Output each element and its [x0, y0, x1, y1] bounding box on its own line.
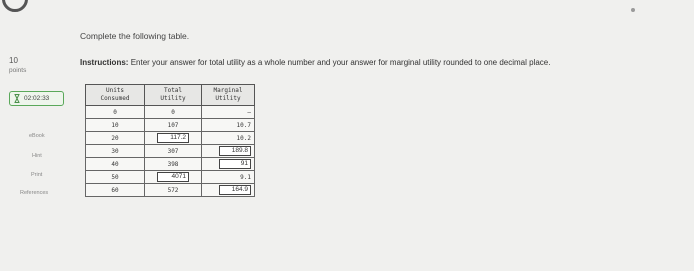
total-cell: 307 [145, 145, 202, 158]
total-cell [145, 171, 202, 184]
points-value: 10 [9, 56, 18, 65]
marginal-cell: – [202, 106, 255, 119]
total-cell: 107 [145, 119, 202, 132]
instructions [80, 58, 550, 67]
marginal-cell [202, 145, 255, 158]
table-row [86, 145, 255, 158]
marginal-cell: 9.1 [202, 171, 255, 184]
total-cell [145, 132, 202, 145]
units-cell: 50 [86, 171, 145, 184]
table-header-row [86, 85, 255, 106]
units-cell: 20 [86, 132, 145, 145]
marginal-cell: 10.7 [202, 119, 255, 132]
question-number-badge [2, 0, 28, 12]
total-cell: 0 [145, 106, 202, 119]
table-row [86, 119, 255, 132]
units-cell: 60 [86, 184, 145, 197]
header-total: Total Utility [145, 85, 202, 106]
units-cell: 40 [86, 158, 145, 171]
total-utility-input[interactable]: 4071 [157, 172, 189, 182]
timer-text: 02:02:33 [24, 95, 50, 102]
total-cell: 398 [145, 158, 202, 171]
total-cell: 572 [145, 184, 202, 197]
units-cell: 0 [86, 106, 145, 119]
table-row [86, 132, 255, 145]
table-row [86, 106, 255, 119]
question-prompt: Complete the following table. [80, 31, 190, 41]
references-link[interactable]: References [20, 190, 49, 196]
status-dot [631, 8, 635, 12]
print-link[interactable]: Print [31, 172, 43, 178]
marginal-cell [202, 158, 255, 171]
instructions-text: Enter your answer for total utility as a whole number and your answer for marginal utility rounded to one decimal place. [130, 58, 551, 67]
header-marginal: Marginal Utility [202, 85, 255, 106]
marginal-utility-input[interactable]: 91 [219, 159, 251, 169]
marginal-cell: 10.2 [202, 132, 255, 145]
total-utility-input[interactable]: 117.2 [157, 133, 189, 143]
hint-link[interactable]: Hint [32, 153, 42, 159]
table-row [86, 171, 255, 184]
units-cell: 10 [86, 119, 145, 132]
points-label: points [9, 67, 27, 74]
header-units: Units Consumed [86, 85, 145, 106]
marginal-utility-input[interactable]: 189.8 [219, 146, 251, 156]
table-row [86, 184, 255, 197]
units-cell: 30 [86, 145, 145, 158]
marginal-cell [202, 184, 255, 197]
marginal-utility-input[interactable]: 164.9 [219, 185, 251, 195]
timer[interactable] [9, 91, 64, 106]
table-row [86, 158, 255, 171]
utility-table-container [85, 84, 255, 197]
hourglass-icon [14, 94, 20, 103]
instructions-label: Instructions: [80, 58, 129, 67]
utility-table [85, 84, 255, 197]
ebook-link[interactable]: eBook [29, 133, 45, 139]
